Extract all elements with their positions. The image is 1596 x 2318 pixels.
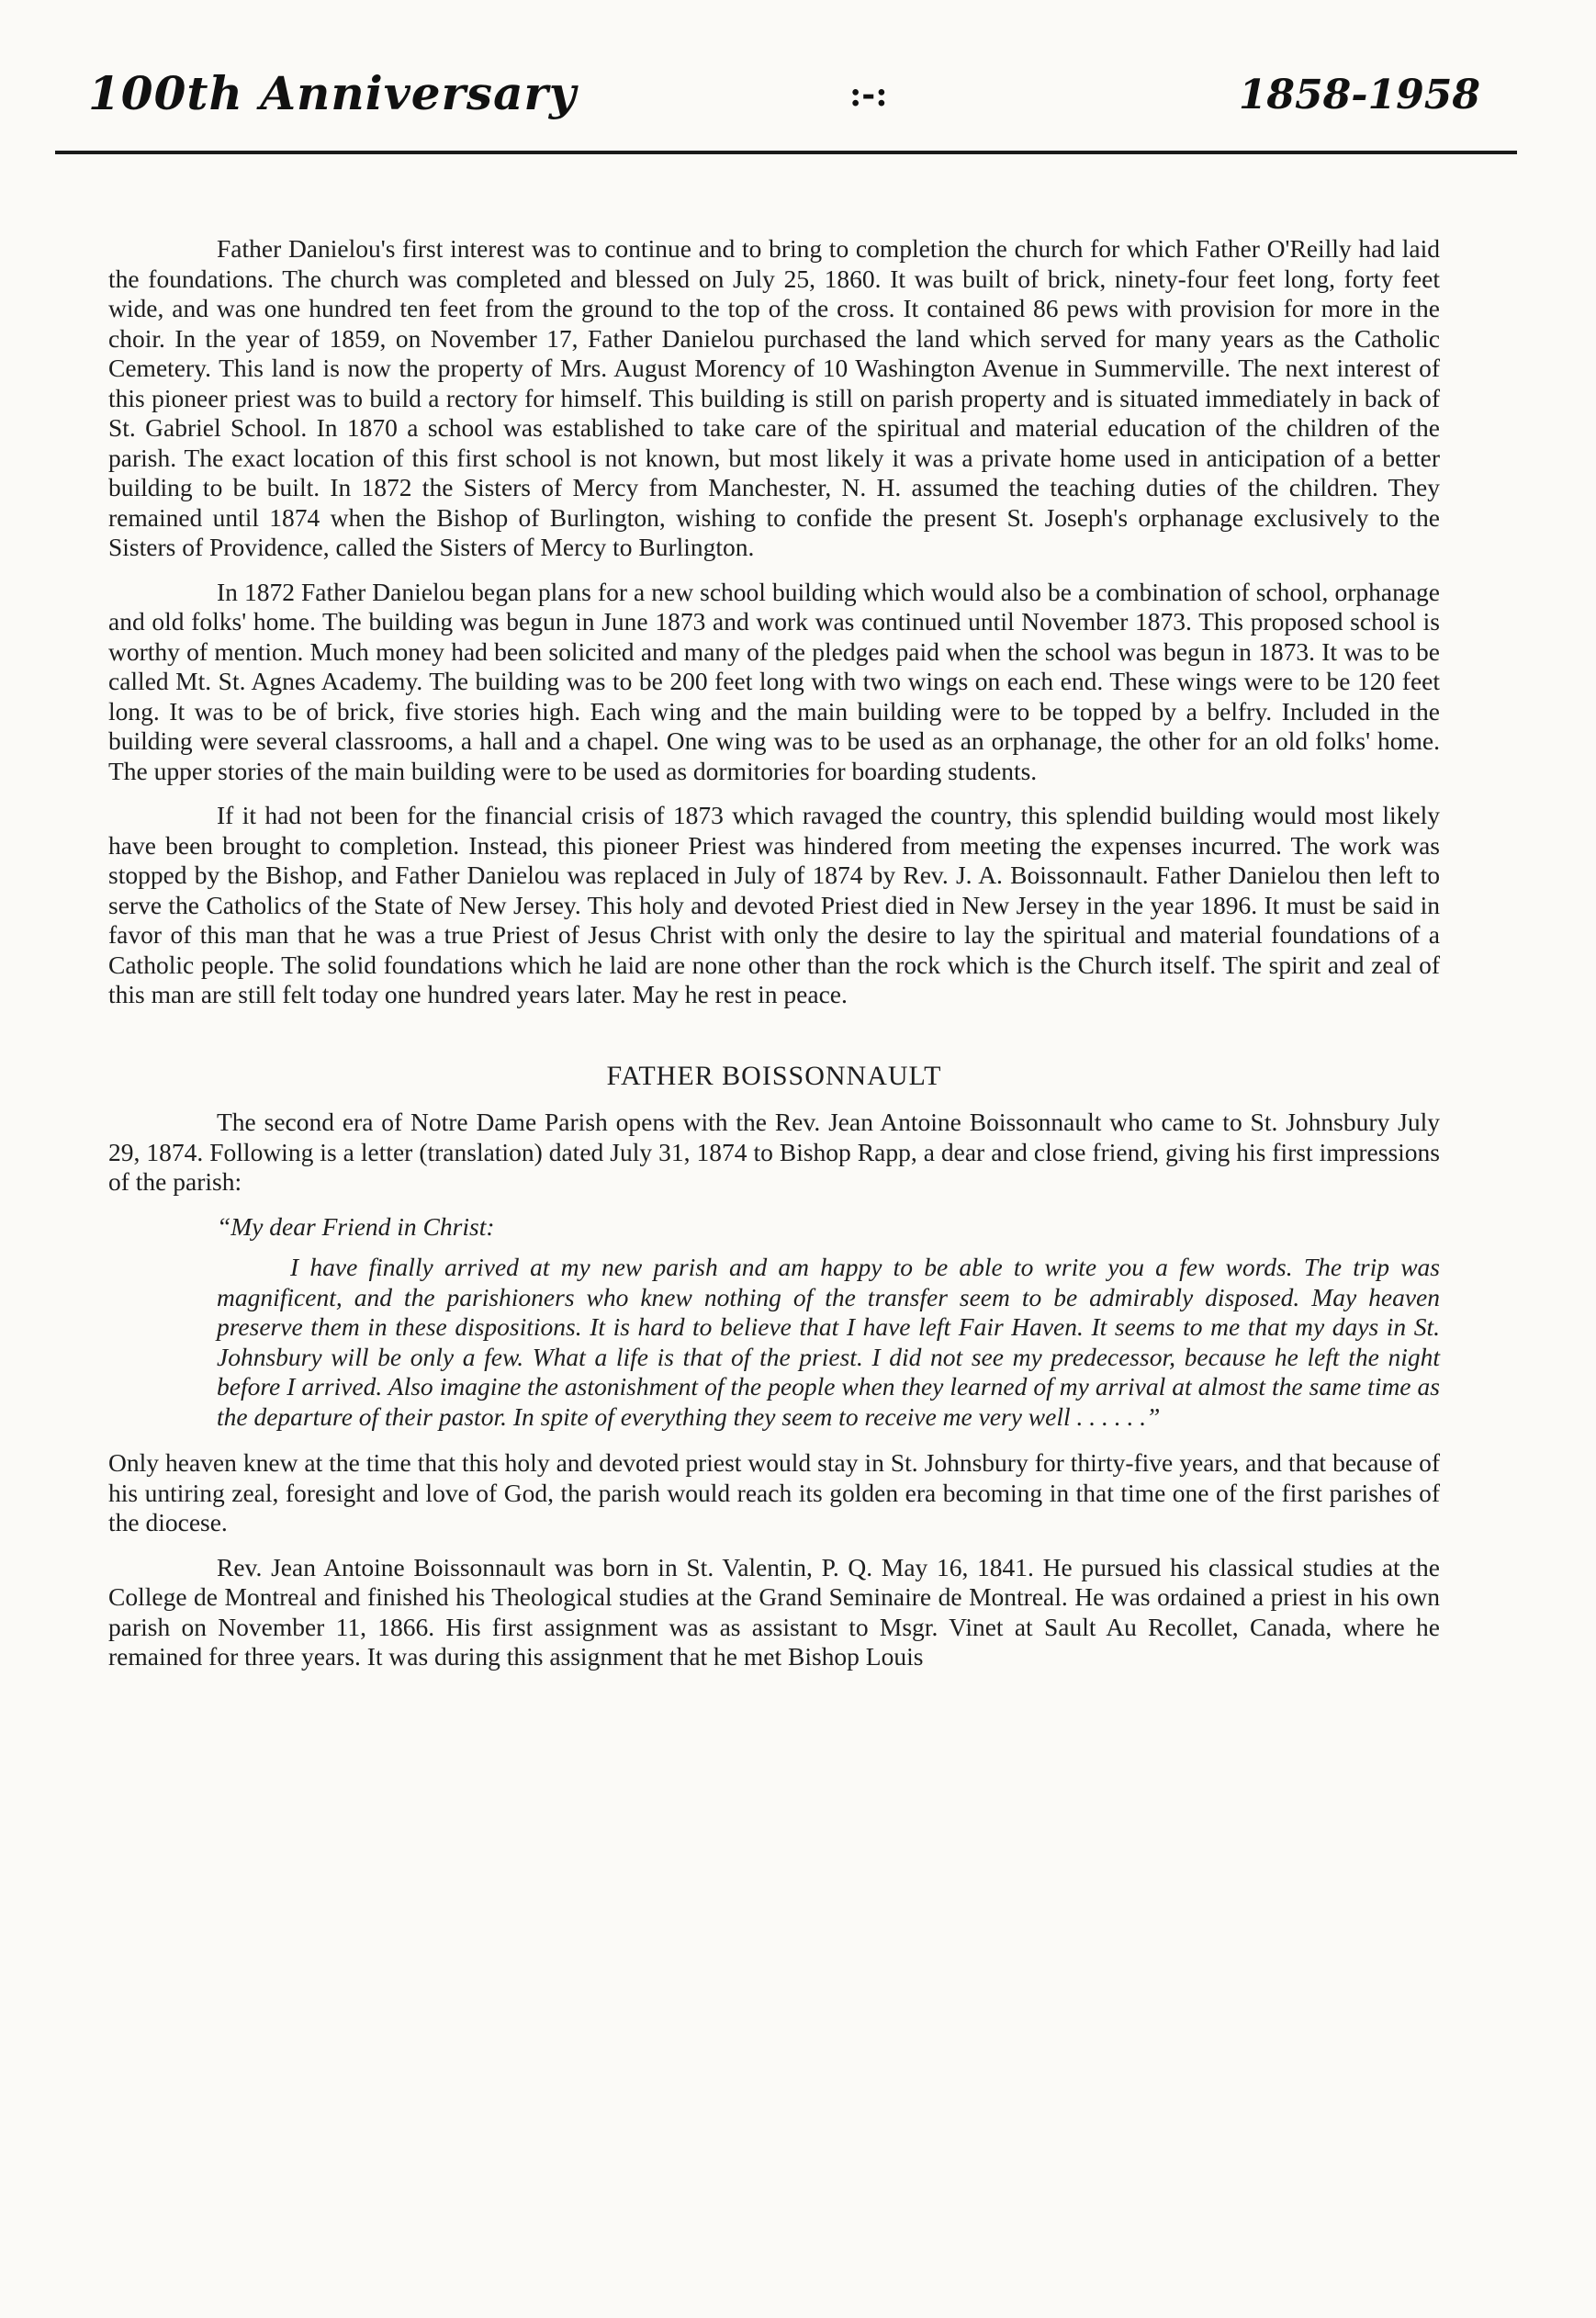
paragraph-school-plans: In 1872 Father Danielou began plans for a new school building which would also be a combination of school, orphanage and old folks' home. The building was begun in June 1873 and work was continued until November 1873. This proposed school is worthy of mention. Much money had been solicited and many of the pledges paid when the school was begun in 1873. It was to be called Mt. St. Agnes Academy. The building was to be 200 feet long with two wings on each end. These wings were to be 120 feet long. It was to be of brick, five stories high. Each wing and the main building were to be topped by a belfry. Included in the building were several classrooms, a hall and a chapel. One wing was to be used as an orphanage, the other for an old folks' home. The upper stories of the main building were to be used as dormitories for boarding students. (108, 577, 1440, 785)
letter-body: I have finally arrived at my new parish and am happy to be able to write you a few words. The trip was magnificent, and the parishioners who knew nothing of the transfer seem to be admirably disposed. May heaven preserve them in these dispositions. It is hard to believe that I have left Fair Haven. It seems to me that my days in St. Johnsbury will be only a few. What a life is that of the priest. I did not see my predecessor, because he left the night before I arrived. Also imagine the astonishment of the people when they learned of my arrival at almost the same time as the departure of their pastor. In spite of everything they seem to receive me very well . . . . . .” (217, 1253, 1440, 1431)
paragraph-biography: Rev. Jean Antoine Boissonnault was born in St. Valentin, P. Q. May 16, 1841. He pursued his classical studies at the College de Montreal and finished his Theological studies at the Grand Seminaire de Montreal. He was ordained a priest in his own parish on November 11, 1866. His first assignment was as assistant to Msgr. Vinet at Sault Au Recollet, Canada, where he remained for three years. It was during this assignment that he met Bishop Louis (108, 1552, 1440, 1671)
paragraph-financial-crisis: If it had not been for the financial crisis of 1873 which ravaged the country, this splendid building would most likely have been brought to completion. Instead, this pioneer Priest was hindered from meeting the expenses incurred. The work was stopped by the Bishop, and Father Danielou was replaced in July of 1874 by Rev. J. A. Boissonnault. Father Danielou then left to serve the Catholics of the State of New Jersey. This holy and devoted Priest died in New Jersey in the year 1896. It must be said in favor of this man that he was a true Priest of Jesus Christ with only the desire to lay the spiritual and material foundations of a Catholic people. The solid foundations which he laid are none other than the rock which is the Church itself. The spirit and zeal of this man are still felt today one hundred years later. May he rest in peace. (108, 801, 1440, 1008)
header-rule (55, 151, 1517, 154)
header-separator: :-: (849, 75, 888, 114)
letter-salutation: “My dear Friend in Christ: (217, 1211, 495, 1241)
header-title: 100th Anniversary (88, 66, 577, 120)
article-body (108, 234, 1440, 1687)
paragraph-second-era: The second era of Notre Dame Parish opens with the Rev. Jean Antoine Boissonnault who came to St. Johnsbury July 29, 1874. Following is a letter (translation) dated July 31, 1874 to Bishop Rapp, a dear and close friend, giving his first impressions of the parish: (108, 1108, 1440, 1196)
paragraph-danielou-church: Father Danielou's first interest was to continue and to bring to completion the church for which Father O'Reilly had laid the foundations. The church was completed and blessed on July 25, 1860. It was built of brick, ninety-four feet long, forty feet wide, and was one hundred ten feet from the ground to the top of the cross. It contained 86 pews with provision for more in the choir. In the year of 1859, on November 17, Father Danielou purchased the land which served for many years as the Catholic Cemetery. This land is now the property of Mrs. August Morency of 10 Washington Avenue in Summerville. The next interest of this pioneer priest was to build a rectory for himself. This building is still on parish property and is situated immediately in back of St. Gabriel School. In 1870 a school was established to take care of the spiritual and material education of the children of the parish. The exact location of this first school is not known, but most likely it was a private home used in anticipation of a better building to be built. In 1872 the Sisters of Mercy from Manchester, N. H. assumed the teaching duties of the children. They remained until 1874 when the Bishop of Burlington, wishing to confide the present St. Joseph's orphanage exclusively to the Sisters of Providence, called the Sisters of Mercy to Burlington. (108, 234, 1440, 561)
header-years: 1858-1958 (1238, 72, 1480, 118)
paragraph-thirty-five-years: Only heaven knew at the time that this holy and devoted priest would stay in St. Johnsbury for thirty-five years, and that because of his untiring zeal, foresight and love of God, the parish would reach its golden era becoming in that time one of the first parishes of the diocese. (108, 1448, 1440, 1536)
section-title: FATHER BOISSONNAULT (606, 1060, 942, 1091)
page-header (55, 66, 1517, 140)
